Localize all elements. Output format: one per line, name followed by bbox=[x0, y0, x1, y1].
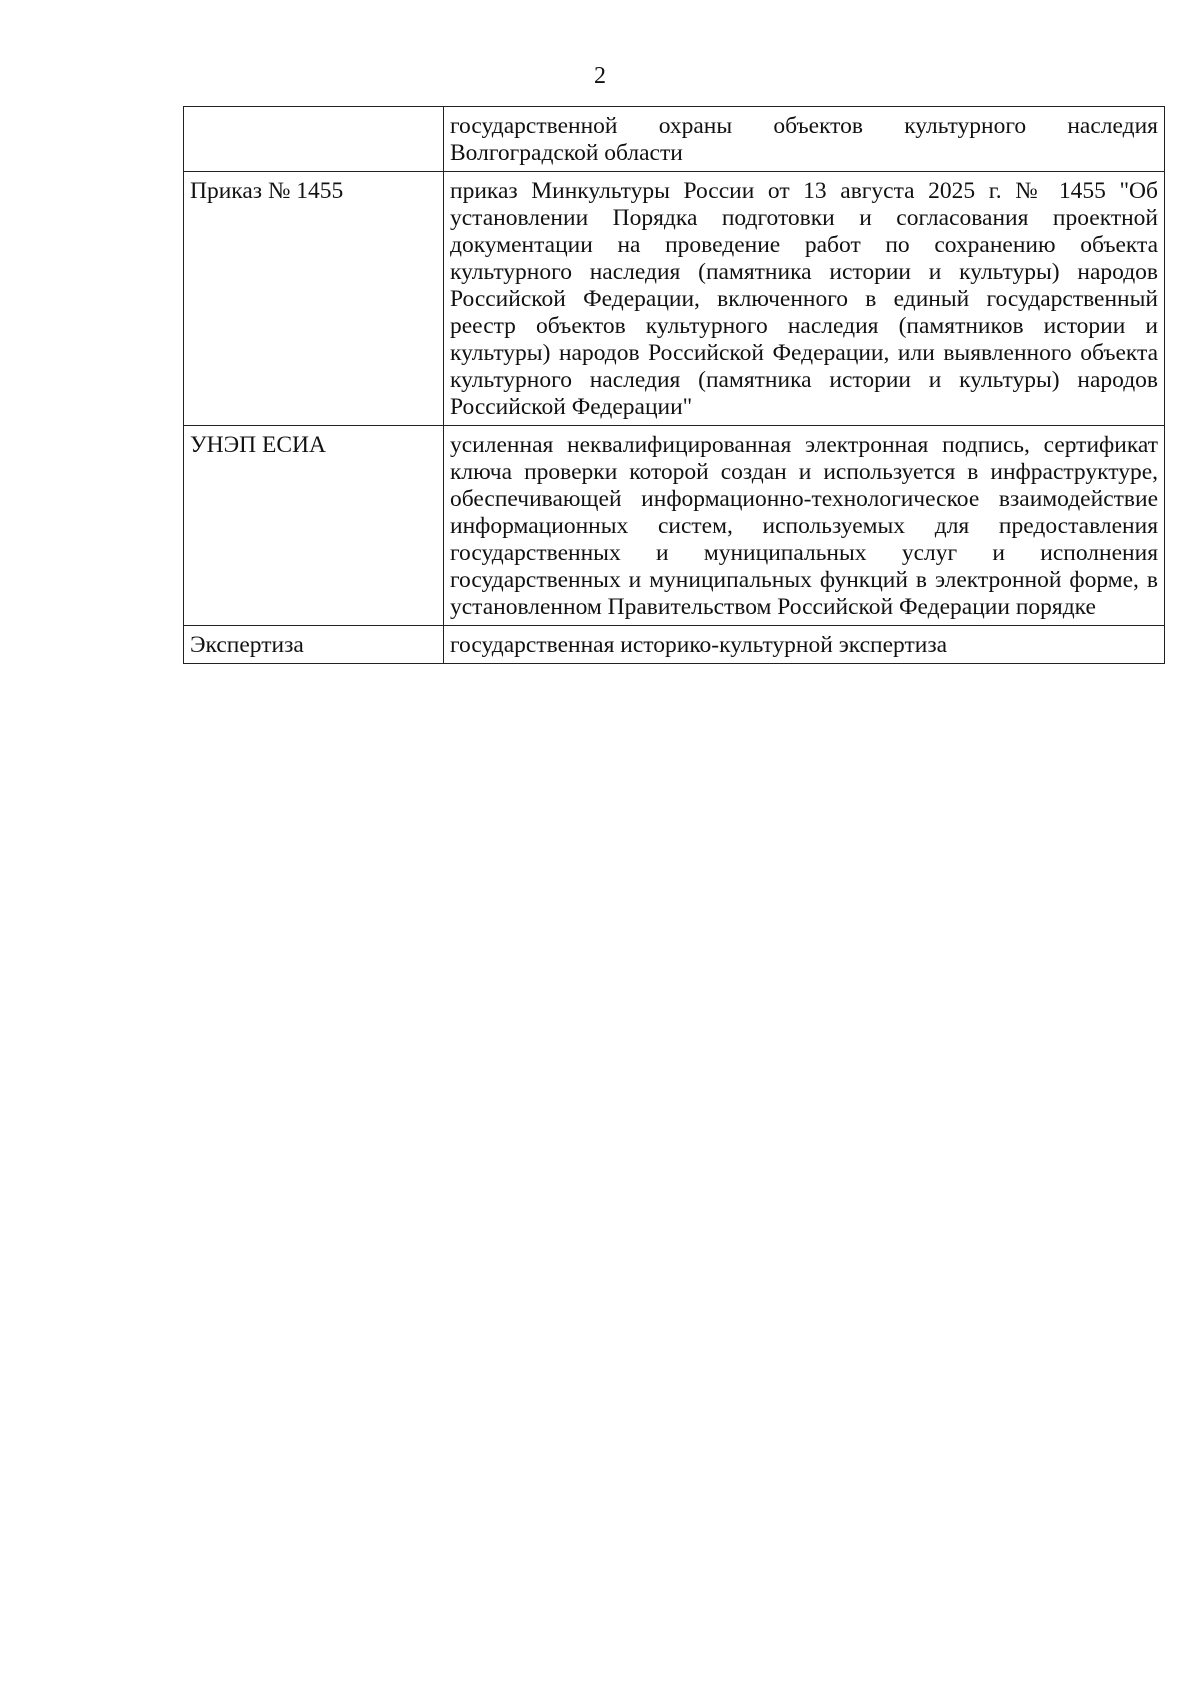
definition-cell: государственной охраны объектов культурного наследия Волгоградской области bbox=[444, 107, 1165, 172]
term-cell: УНЭП ЕСИА bbox=[184, 426, 444, 626]
term-cell: Экспертиза bbox=[184, 626, 444, 664]
term-cell bbox=[184, 107, 444, 172]
definition-cell: государственная историко-культурной экспертиза bbox=[444, 626, 1165, 664]
table-row bbox=[184, 426, 1165, 626]
table-row bbox=[184, 172, 1165, 426]
term-cell: Приказ № 1455 bbox=[184, 172, 444, 426]
page-number: 2 bbox=[594, 63, 606, 89]
table-row bbox=[184, 626, 1165, 664]
table-row bbox=[184, 107, 1165, 172]
definition-cell: усиленная неквалифицированная электронная подпись, сертификат ключа проверки которой создан и используется в инфраструктуре, обеспечивающей информационно-технологическое взаимодействие информационных систем, используемых для предоставления государственных и муниципальных услуг и исполнения государственных и муниципальных функций в электронной форме, в установленном Правительством Российской Федерации порядке bbox=[444, 426, 1165, 626]
terms-table bbox=[183, 106, 1165, 664]
definition-cell: приказ Минкультуры России от 13 августа 2025 г. № 1455 "Об установлении Порядка подготовки и согласования проектной документации на проведение работ по сохранению объекта культурного наследия (памятника истории и культуры) народов Российской Федерации, включенного в единый государственный реестр объектов культурного наследия (памятников истории и культуры) народов Российской Федерации, или выявленного объекта культурного наследия (памятника истории и культуры) народов Российской Федерации" bbox=[444, 172, 1165, 426]
